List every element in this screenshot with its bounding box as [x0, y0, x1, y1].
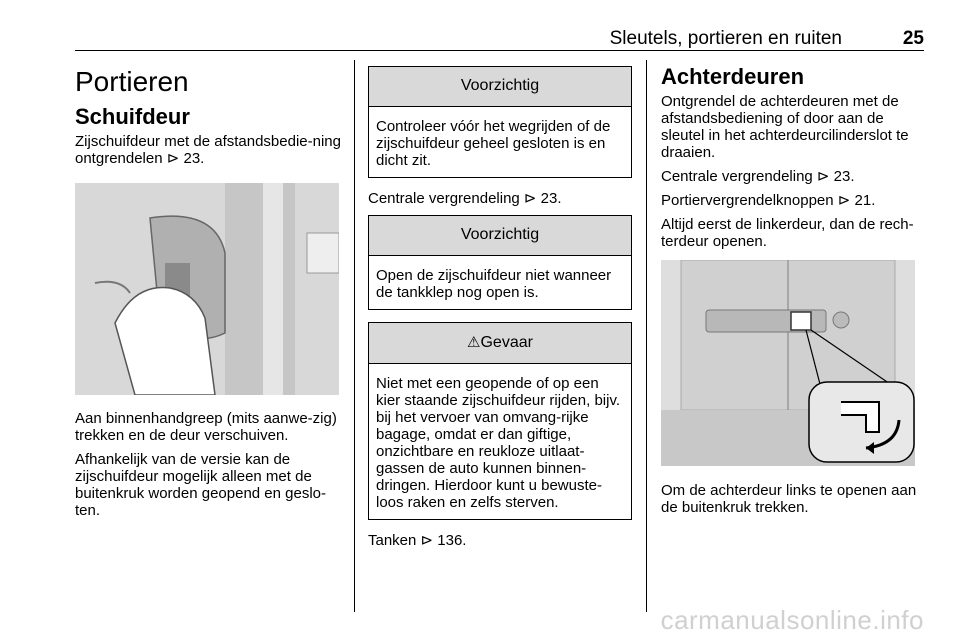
rear-doors-unlock-paragraph: Ontgrendel de achterdeuren met de afstandsbediening of door aan de sleutel in het achterdeurcilinderslot te draaien.: [661, 93, 909, 161]
danger-box-title: Gevaar: [480, 334, 533, 351]
warning-triangle-icon: ⚠: [467, 334, 481, 351]
caution-box-2-title: Voorzichtig: [369, 216, 631, 256]
header-title: Sleutels, portieren en ruiten: [609, 28, 842, 49]
rear-handle-image: [661, 260, 915, 466]
danger-box-header: [369, 323, 631, 364]
column-middle: [368, 60, 632, 556]
column-left: [75, 60, 341, 526]
door-order-paragraph: Altijd eerst de linkerdeur, dan de rech-terdeur openen.: [661, 216, 914, 250]
caution-box-1: [368, 66, 632, 178]
subsection-heading: Schuifdeur: [75, 104, 190, 129]
caution-box-2: [368, 215, 632, 310]
door-lock-buttons-reference: Portiervergrendelknoppen ⊳ 21.: [661, 192, 876, 209]
rear-door-illustration: [661, 260, 915, 466]
page-number: 25: [902, 28, 924, 49]
column-right: [661, 60, 925, 523]
danger-box-text: Niet met een geopende of op een kier staande zijschuifdeur rijden, bijv. bij het vervoer van omvang-rijke bagage, omdat er dan giftige, onzichtbare en reukloze uitlaat-gassen de auto kunnen binnen-dringen. Hierdoor kunt u bewuste-loos raken en zelfs sterven.: [376, 375, 621, 511]
version-paragraph: Afhankelijk van de versie kan de zijschuifdeur mogelijk alleen met de buitenkruk worden geopend en geslo-ten.: [75, 451, 327, 519]
intro-paragraph: Zijschuifdeur met de afstandsbedie-ning ontgrendelen ⊳ 23.: [75, 133, 341, 167]
sliding-door-illustration: [75, 183, 339, 395]
door-handle-image: [75, 183, 339, 395]
rear-doors-heading: Achterdeuren: [661, 64, 805, 89]
page-header: [75, 14, 924, 51]
watermark: carmanualsonline.info: [660, 605, 924, 635]
inner-handle-paragraph: Aan binnenhandgreep (mits aanwe-zig) trekken en de deur verschuiven.: [75, 410, 337, 444]
refuel-reference: Tanken ⊳ 136.: [368, 532, 467, 549]
caution-box-2-text: Open de zijschuifdeur niet wanneer de tankklep nog open is.: [376, 267, 612, 301]
central-locking-reference: Centrale vergrendeling ⊳ 23.: [368, 190, 562, 207]
caution-box-1-text: Controleer vóór het wegrijden of de zijschuifdeur geheel gesloten is en dicht zit.: [376, 118, 611, 169]
column-divider-1: [354, 60, 355, 612]
left-door-paragraph: Om de achterdeur links te openen aan de buitenkruk trekken.: [661, 482, 917, 516]
column-divider-2: [646, 60, 647, 612]
caution-box-1-title: Voorzichtig: [369, 67, 631, 107]
danger-box: [368, 322, 632, 520]
section-heading: Portieren: [75, 66, 189, 97]
rear-central-locking-reference: Centrale vergrendeling ⊳ 23.: [661, 168, 855, 185]
